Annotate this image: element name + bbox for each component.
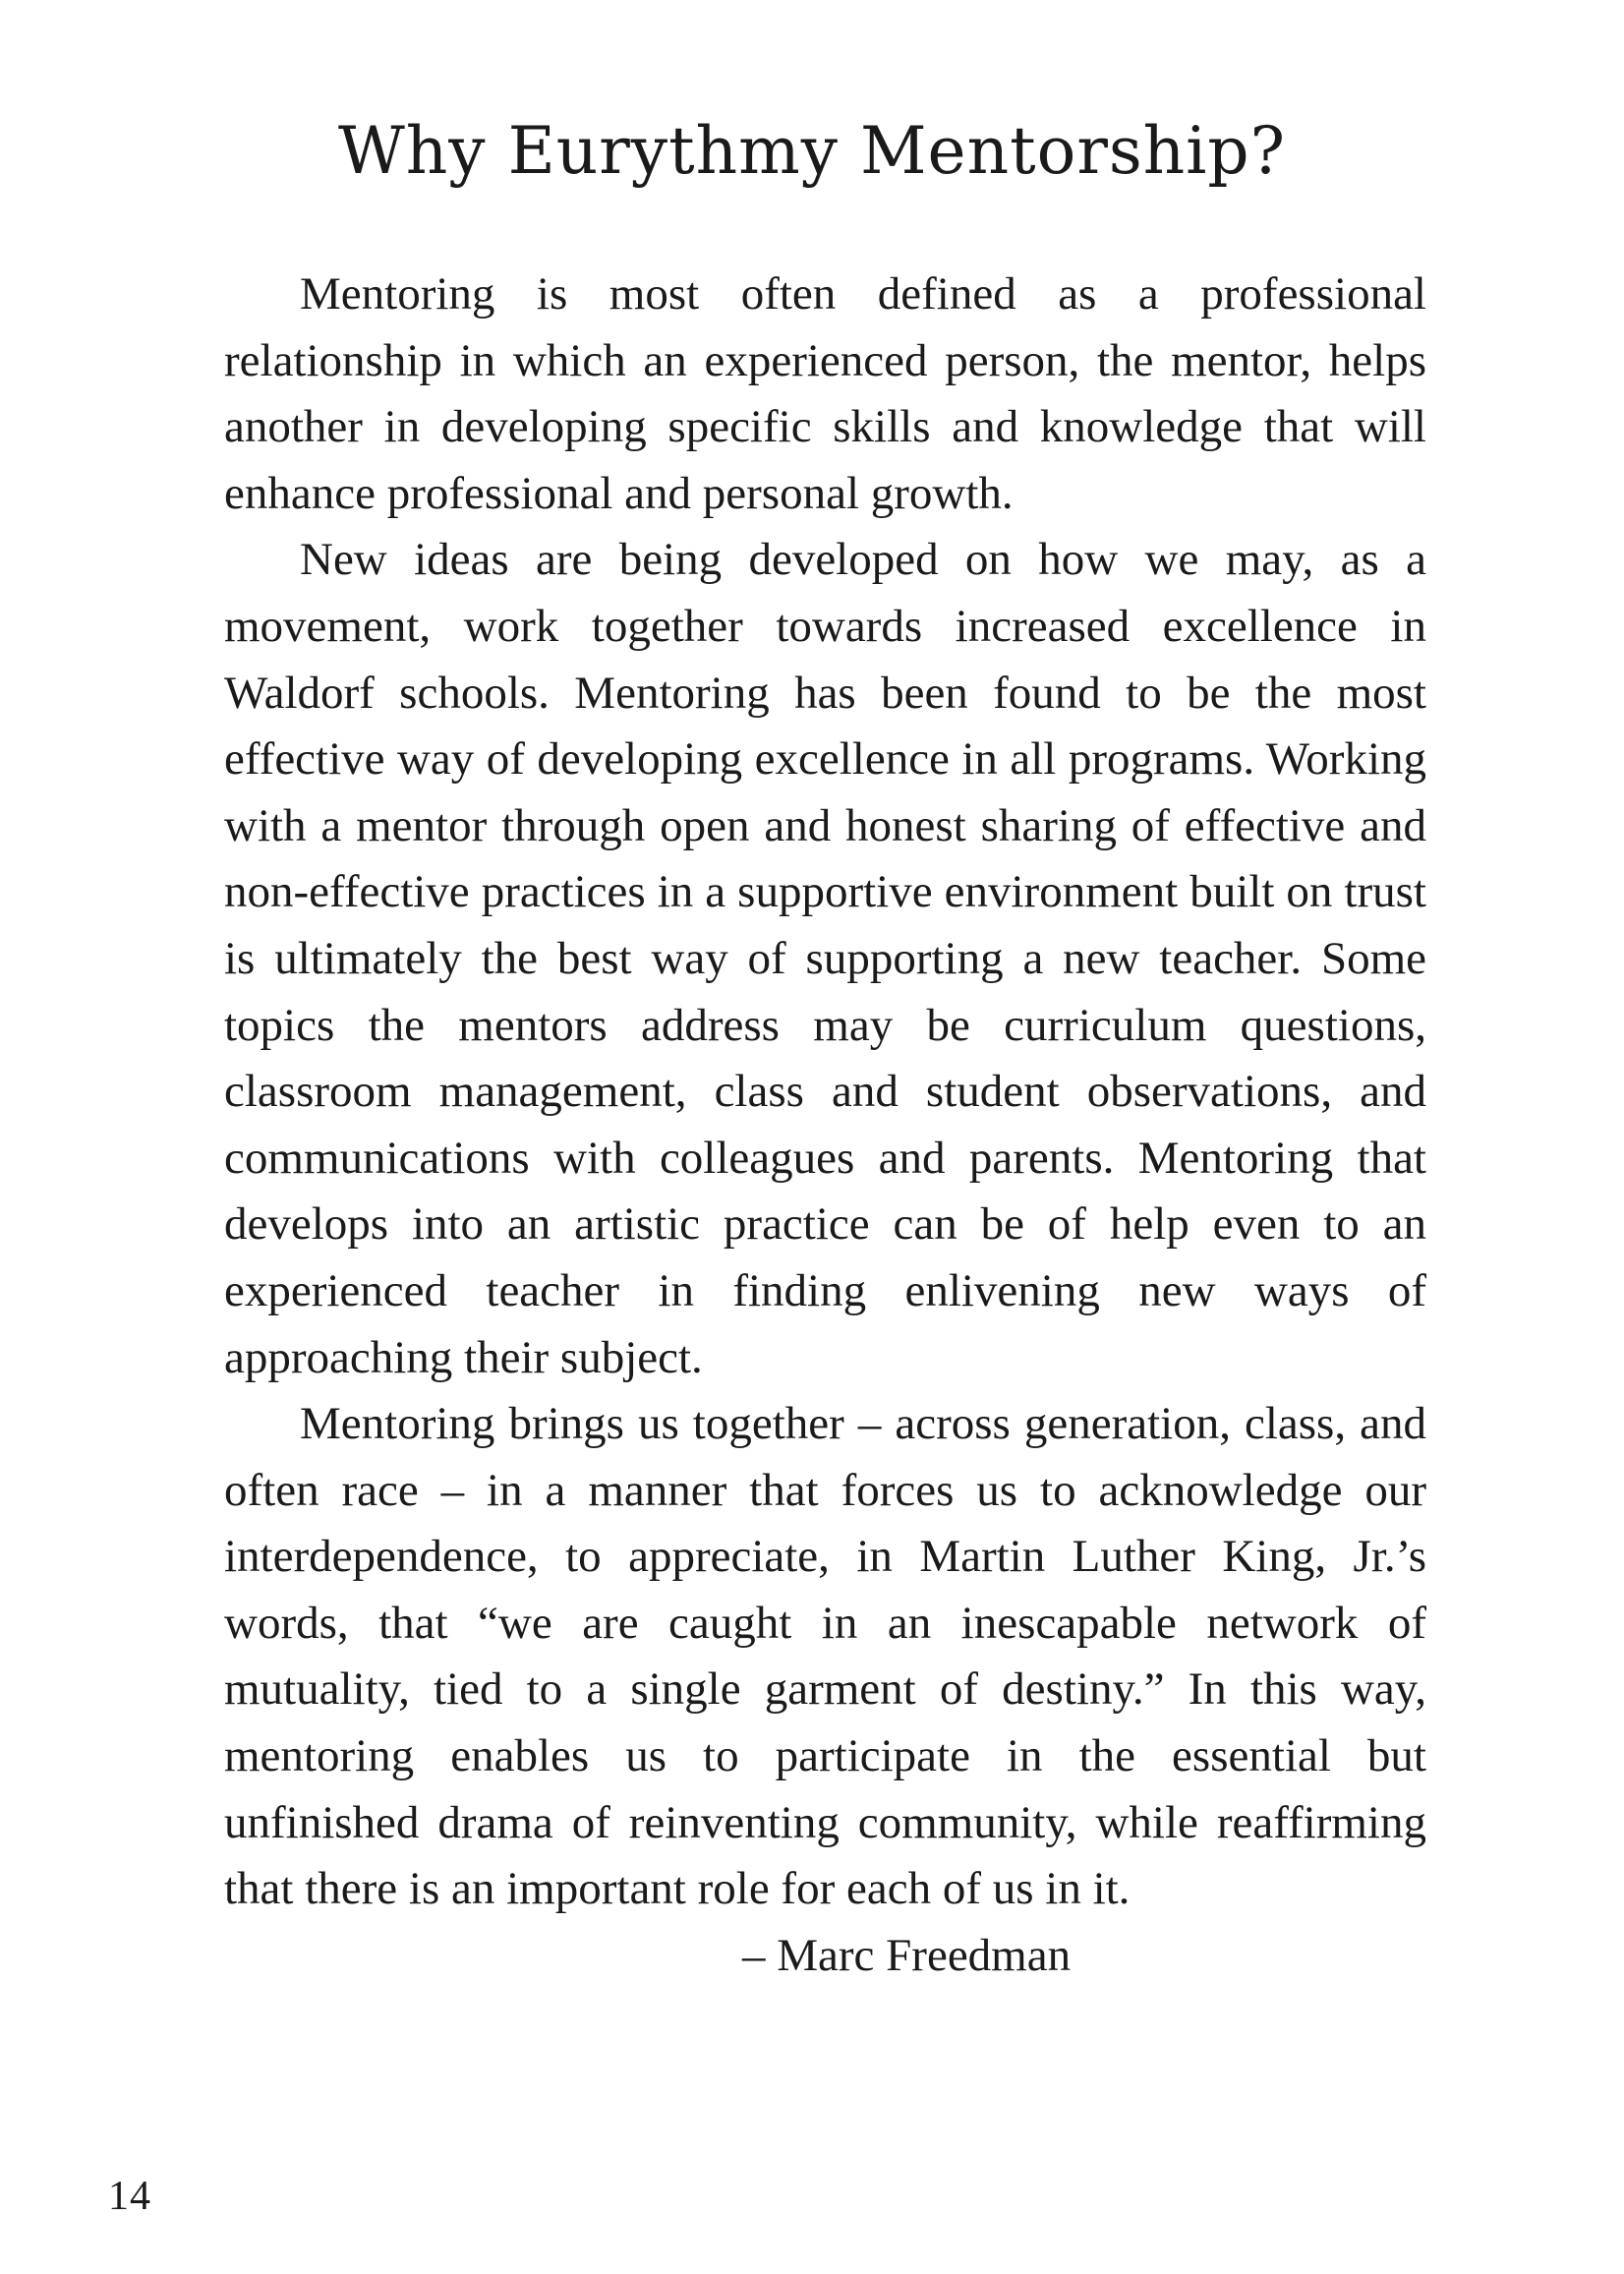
quote-attribution: – Marc Freedman [742, 1929, 1072, 1981]
page-title: Why Eurythmy Mentorship? [337, 113, 1287, 189]
paragraph-definition: Mentoring is most often defined as a professional relationship in which an experienced person, the mentor, helps another in developing specific skills and knowledge that will enhance professional and personal growth. [224, 268, 1426, 519]
page-number: 14 [108, 2174, 151, 2219]
paragraph-waldorf-schools: New ideas are being developed on how we may, as a movement, work together towards increased excellence in Waldorf schools. Mentoring has been found to be the most effective way of developing excellence in all programs. Working with a mentor through open and honest sharing of effective and non-effective practices in a supportive environment built on trust is ultimately the best way of supporting a new teacher. Some topics the mentors address may be curriculum questions, classroom management, class and student observations, and communications with colleagues and parents. Mentoring that develops into an artistic practice can be of help even to an experienced teacher in finding enlivening new ways of approaching their subject. [224, 534, 1426, 1383]
paragraph-quote: Mentoring brings us together – across generation, class, and often race – in a manner that forces us to acknowledge our interdependence, to appreciate, in Martin Luther King, Jr.’s words, that “we are caught in an inescapable network of mutuality, tied to a single garment of destiny.” In this way, mentoring enables us to participate in the essential but unfinished drama of reinventing community, while reaffirming that there is an important role for each of us in it. [224, 1398, 1426, 1915]
body-text [224, 262, 1426, 1989]
